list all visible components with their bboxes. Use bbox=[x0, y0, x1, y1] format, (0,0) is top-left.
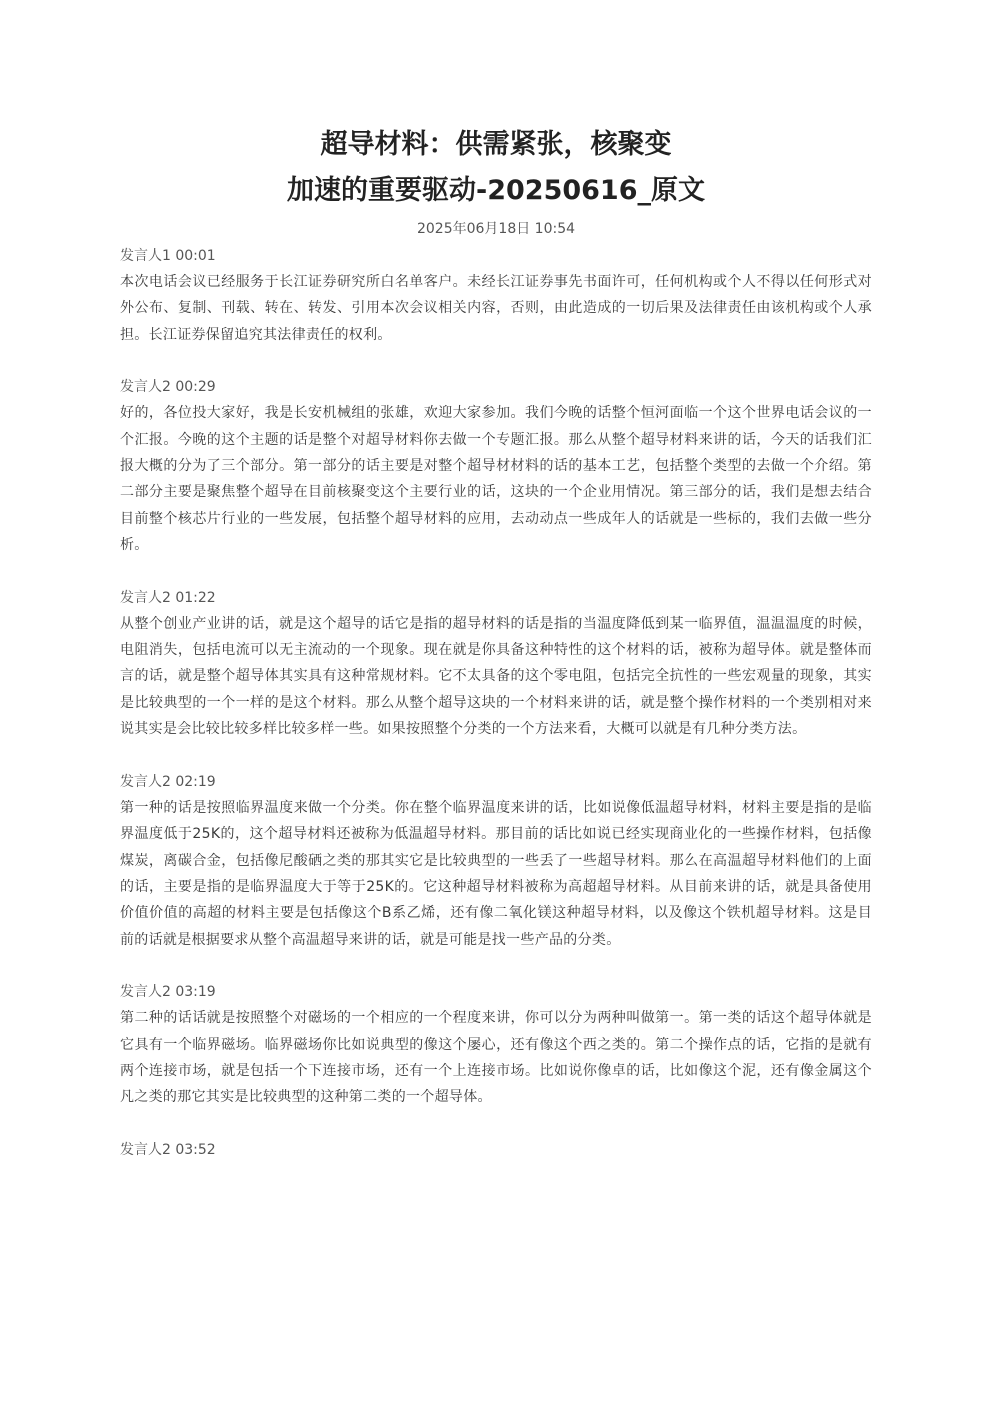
transcript-segment bbox=[120, 979, 872, 1111]
title-line-2: 加速的重要驱动-20250616_原文 bbox=[287, 175, 705, 206]
segment-text: 第二种的话话就是按照整个对磁场的一个相应的一个程度来讲，你可以分为两种叫做第一。第一类的话这个超导体就是它具有一个临界磁场。临界磁场你比如说典型的像这个屡心，还有像这个西之类的。第二个操作点的话，它指的是就有两个连接市场，就是包括一个下连接市场，还有一个上连接市场。比如说你像卓的话，比如像这个泥，还有像金属这个凡之类的那它其实是比较典型的这种第二类的一个超导体。 bbox=[120, 1010, 872, 1106]
title-line-1: 超导材料：供需紧张，核聚变 bbox=[320, 129, 672, 160]
transcript-segment bbox=[120, 243, 872, 348]
speaker-timestamp: 发言人1 00:01 bbox=[120, 248, 216, 264]
document-title bbox=[120, 122, 872, 214]
segment-text: 从整个创业产业讲的话，就是这个超导的话它是指的超导材料的话是指的当温度降低到某一临界值，温温温度的时候，电阻消失，包括电流可以无主流动的一个现象。现在就是你具备这种特性的这个材料的话，被称为超导体。就是整体而言的话，就是整个超导体其实具有这种常规材料。它不太具备的这个零电阻，包括完全抗性的一些宏观量的现象，其实是比较典型的一个一样的是这个材料。那么从整个超导这块的一个材料来讲的话，就是整个操作材料的一个类别相对来说其实是会比较比较多样比较多样一些。如果按照整个分类的一个方法来看，大概可以就是有几种分类方法。 bbox=[120, 615, 872, 738]
segment-text: 好的，各位投大家好，我是长安机械组的张雄，欢迎大家参加。我们今晚的话整个恒河面临一个这个世界电话会议的一个汇报。今晚的这个主题的话是整个对超导材料你去做一个专题汇报。那么从整个超导材料来讲的话，今天的话我们汇报大概的分为了三个部分。第一部分的话主要是对整个超导材材料的话的基本工艺，包括整个类型的去做一个介绍。第二部分主要是聚焦整个超导在目前核聚变这个主要行业的话，这块的一个企业用情况。第三部分的话，我们是想去结合目前整个核芯片行业的一些发展，包括整个超导材料的应用，去动动点一些成年人的话就是一些标的，我们去做一些分析。 bbox=[120, 405, 872, 554]
speaker-timestamp: 发言人2 00:29 bbox=[120, 379, 216, 396]
document-date: 2025年06月18日 10:54 bbox=[416, 221, 576, 237]
segment-text: 本次电话会议已经服务于长江证券研究所白名单客户。未经长江证券事先书面许可，任何机构或个人不得以任何形式对外公布、复制、刊载、转在、转发、引用本次会议相关内容，否则，由此造成的一切后果及法律责任由该机构或个人承担。长江证券保留追究其法律责任的权利。 bbox=[120, 274, 872, 343]
speaker-timestamp: 发言人2 02:19 bbox=[120, 773, 216, 790]
speaker-timestamp: 发言人2 03:19 bbox=[120, 984, 216, 1001]
transcript-body bbox=[120, 243, 872, 1189]
speaker-timestamp: 发言人2 01:22 bbox=[120, 589, 216, 606]
speaker-timestamp: 发言人2 03:52 bbox=[120, 1141, 216, 1158]
transcript-segment bbox=[120, 585, 872, 743]
transcript-segment bbox=[120, 769, 872, 953]
transcript-segment bbox=[120, 1137, 872, 1163]
segment-text: 第一种的话是按照临界温度来做一个分类。你在整个临界温度来讲的话，比如说像低温超导材料，材料主要是指的是临界温度低于25K的，这个超导材料还被称为低温超导材料。那目前的话比如说已经实现商业化的一些操作材料，包括像煤炭，离碳合金，包括像尼酸硒之类的那其实它是比较典型的一些丢了一些超导材料。那么在高温超导材料他们的上面的话，主要是指的是临界温度大于等于25K的。它这种超导材料被称为高超超导材料。从目前来讲的话，就是具备使用价值价值的高超的材料主要是包括像这个B系乙烯，还有像二氧化镁这种超导材料，以及像这个铁机超导材料。这是目前的话就是根据要求从整个高温超导来讲的话，就是可能是找一些产品的分类。 bbox=[120, 799, 872, 948]
transcript-segment bbox=[120, 374, 872, 558]
